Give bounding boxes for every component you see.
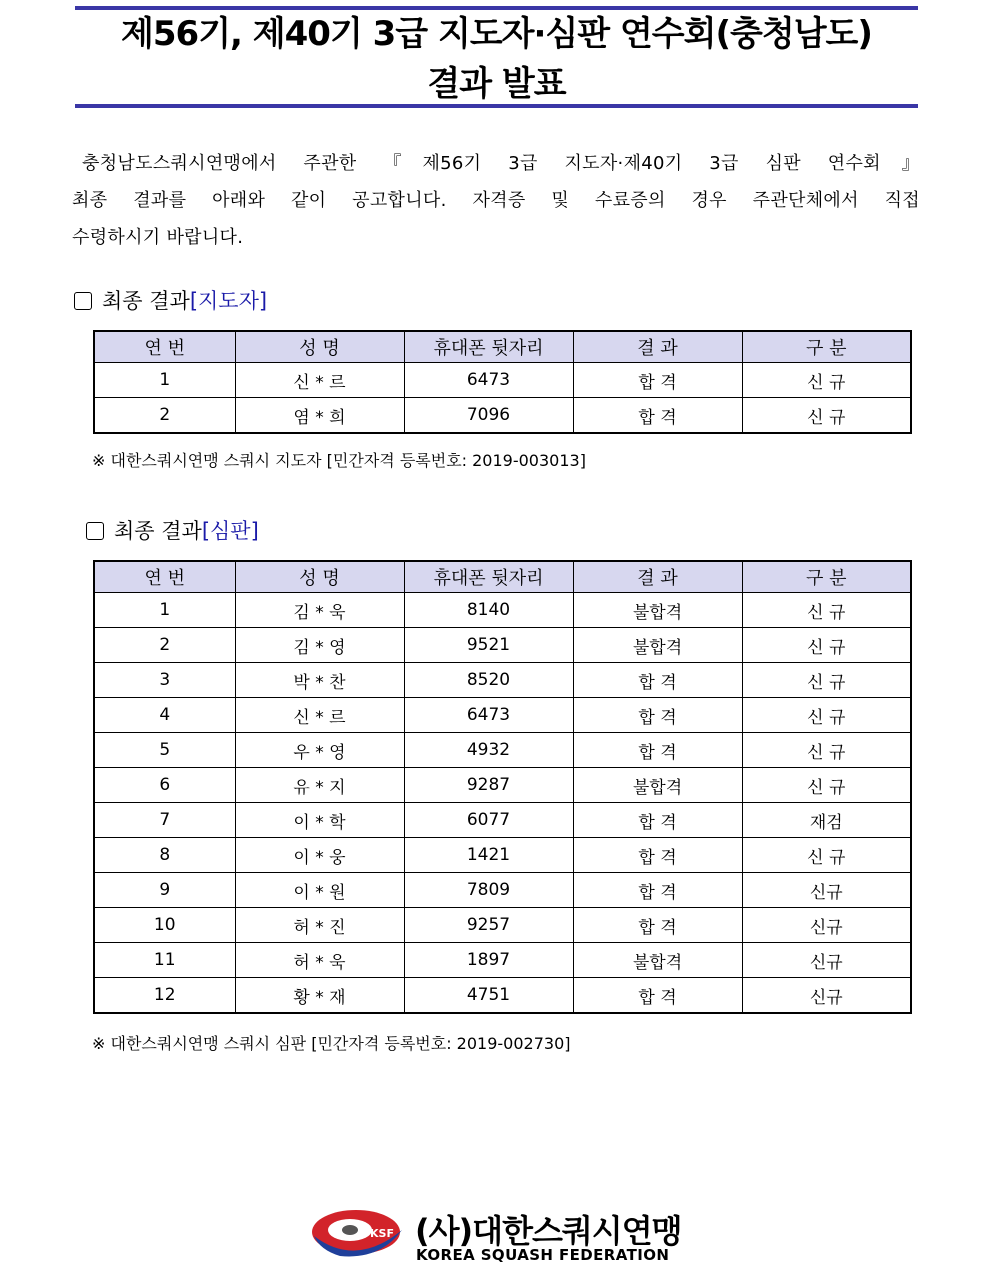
- logo-mark-text: KSF: [370, 1227, 394, 1240]
- result-cell: 불합격: [573, 943, 742, 978]
- intro-line-3: 수령하시기 바랍니다.: [72, 227, 244, 248]
- row-number-cell: 2: [94, 628, 235, 663]
- table-row: [94, 363, 911, 398]
- phone-suffix-cell: 8140: [404, 593, 573, 628]
- instructor-heading-prefix: 최종 결과: [102, 289, 190, 313]
- checkbox-square-icon: [74, 292, 92, 310]
- category-cell: 신 규: [742, 593, 911, 628]
- category-cell: 신 규: [742, 733, 911, 768]
- result-cell: 합 격: [573, 838, 742, 873]
- phone-suffix-cell: 1421: [404, 838, 573, 873]
- column-header: 구 분: [742, 561, 911, 593]
- phone-suffix-cell: 6473: [404, 363, 573, 398]
- phone-suffix-cell: 6473: [404, 698, 573, 733]
- instructor-heading-accent: [지도자]: [189, 289, 268, 313]
- table-row: [94, 908, 911, 943]
- row-number-cell: 1: [94, 363, 235, 398]
- column-header: 성 명: [235, 331, 404, 363]
- phone-suffix-cell: 4932: [404, 733, 573, 768]
- category-cell: 신규: [742, 943, 911, 978]
- row-number-cell: 5: [94, 733, 235, 768]
- category-cell: 재검: [742, 803, 911, 838]
- column-header: 성 명: [235, 561, 404, 593]
- category-cell: 신 규: [742, 698, 911, 733]
- row-number-cell: 11: [94, 943, 235, 978]
- phone-suffix-cell: 9521: [404, 628, 573, 663]
- name-cell: 신 * 르: [235, 363, 404, 398]
- name-cell: 허 * 욱: [235, 943, 404, 978]
- result-cell: 불합격: [573, 768, 742, 803]
- column-header: 결 과: [573, 561, 742, 593]
- name-cell: 박 * 찬: [235, 663, 404, 698]
- result-cell: 합 격: [573, 698, 742, 733]
- org-name-korean: (사)대한스쿼시연맹: [415, 1212, 682, 1250]
- phone-suffix-cell: 8520: [404, 663, 573, 698]
- table-row: [94, 873, 911, 908]
- result-cell: 합 격: [573, 663, 742, 698]
- name-cell: 이 * 웅: [235, 838, 404, 873]
- phone-suffix-cell: 4751: [404, 978, 573, 1014]
- table-row: [94, 733, 911, 768]
- name-cell: 황 * 재: [235, 978, 404, 1014]
- column-header: 구 분: [742, 331, 911, 363]
- name-cell: 이 * 원: [235, 873, 404, 908]
- ksf-emblem-icon: [310, 1206, 410, 1266]
- column-header: 결 과: [573, 331, 742, 363]
- row-number-cell: 9: [94, 873, 235, 908]
- result-cell: 합 격: [573, 908, 742, 943]
- result-cell: 합 격: [573, 733, 742, 768]
- category-cell: 신규: [742, 908, 911, 943]
- intro-line-1: 충청남도스쿼시연맹에서 주관한 『제56기 3급 지도자·제40기 3급 심판 연수회』: [82, 153, 920, 174]
- phone-suffix-cell: 7809: [404, 873, 573, 908]
- table-row: [94, 978, 911, 1014]
- category-cell: 신 규: [742, 628, 911, 663]
- row-number-cell: 2: [94, 398, 235, 434]
- table-row: [94, 803, 911, 838]
- name-cell: 김 * 욱: [235, 593, 404, 628]
- row-number-cell: 12: [94, 978, 235, 1014]
- row-number-cell: 3: [94, 663, 235, 698]
- result-cell: 합 격: [573, 978, 742, 1014]
- page-title-line2: 결과 발표: [427, 64, 566, 104]
- name-cell: 이 * 학: [235, 803, 404, 838]
- phone-suffix-cell: 6077: [404, 803, 573, 838]
- category-cell: 신 규: [742, 663, 911, 698]
- row-number-cell: 8: [94, 838, 235, 873]
- row-number-cell: 10: [94, 908, 235, 943]
- table-row: [94, 943, 911, 978]
- phone-suffix-cell: 9287: [404, 768, 573, 803]
- phone-suffix-cell: 7096: [404, 398, 573, 434]
- column-header: 휴대폰 뒷자리: [404, 331, 573, 363]
- checkbox-square-icon: [86, 522, 104, 540]
- phone-suffix-cell: 9257: [404, 908, 573, 943]
- instructor-note: ※ 대한스쿼시연맹 스쿼시 지도자 [민간자격 등록번호: 2019-003013]: [92, 451, 586, 470]
- referee-heading-prefix: 최종 결과: [114, 519, 202, 543]
- table-row: [94, 838, 911, 873]
- ksf-logo: [310, 1204, 690, 1268]
- column-header: 휴대폰 뒷자리: [404, 561, 573, 593]
- result-cell: 불합격: [573, 593, 742, 628]
- table-row: [94, 593, 911, 628]
- page-title-line1: 제56기, 제40기 3급 지도자·심판 연수회(충청남도): [121, 14, 872, 54]
- table-row: [94, 398, 911, 434]
- category-cell: 신규: [742, 978, 911, 1014]
- name-cell: 김 * 영: [235, 628, 404, 663]
- name-cell: 염 * 희: [235, 398, 404, 434]
- referee-heading-accent: [심판]: [201, 519, 259, 543]
- org-name-english: KOREA SQUASH FEDERATION: [416, 1246, 670, 1264]
- table-row: [94, 663, 911, 698]
- column-header: 연 번: [94, 561, 235, 593]
- name-cell: 허 * 진: [235, 908, 404, 943]
- referee-results-table: [93, 560, 912, 1014]
- row-number-cell: 6: [94, 768, 235, 803]
- category-cell: 신 규: [742, 363, 911, 398]
- row-number-cell: 7: [94, 803, 235, 838]
- title-top-bar: [75, 6, 918, 10]
- result-cell: 불합격: [573, 628, 742, 663]
- phone-suffix-cell: 1897: [404, 943, 573, 978]
- result-cell: 합 격: [573, 873, 742, 908]
- table-row: [94, 698, 911, 733]
- table-row: [94, 628, 911, 663]
- result-cell: 합 격: [573, 398, 742, 434]
- row-number-cell: 1: [94, 593, 235, 628]
- intro-line-2: 최종 결과를 아래와 같이 공고합니다. 자격증 및 수료증의 경우 주관단체에서 직접: [72, 190, 920, 211]
- row-number-cell: 4: [94, 698, 235, 733]
- instructor-section-heading: [74, 287, 267, 315]
- category-cell: 신 규: [742, 768, 911, 803]
- category-cell: 신 규: [742, 398, 911, 434]
- intro-paragraph: [72, 145, 920, 256]
- name-cell: 유 * 지: [235, 768, 404, 803]
- instructor-results-table: [93, 330, 912, 434]
- category-cell: 신규: [742, 873, 911, 908]
- name-cell: 우 * 영: [235, 733, 404, 768]
- title-bottom-bar: [75, 104, 918, 108]
- category-cell: 신 규: [742, 838, 911, 873]
- result-cell: 합 격: [573, 363, 742, 398]
- name-cell: 신 * 르: [235, 698, 404, 733]
- result-cell: 합 격: [573, 803, 742, 838]
- referee-note: ※ 대한스쿼시연맹 스쿼시 심판 [민간자격 등록번호: 2019-002730]: [92, 1034, 571, 1053]
- table-header-row: [94, 561, 911, 593]
- referee-section-heading: [86, 517, 259, 545]
- table-row: [94, 768, 911, 803]
- table-header-row: [94, 331, 911, 363]
- column-header: 연 번: [94, 331, 235, 363]
